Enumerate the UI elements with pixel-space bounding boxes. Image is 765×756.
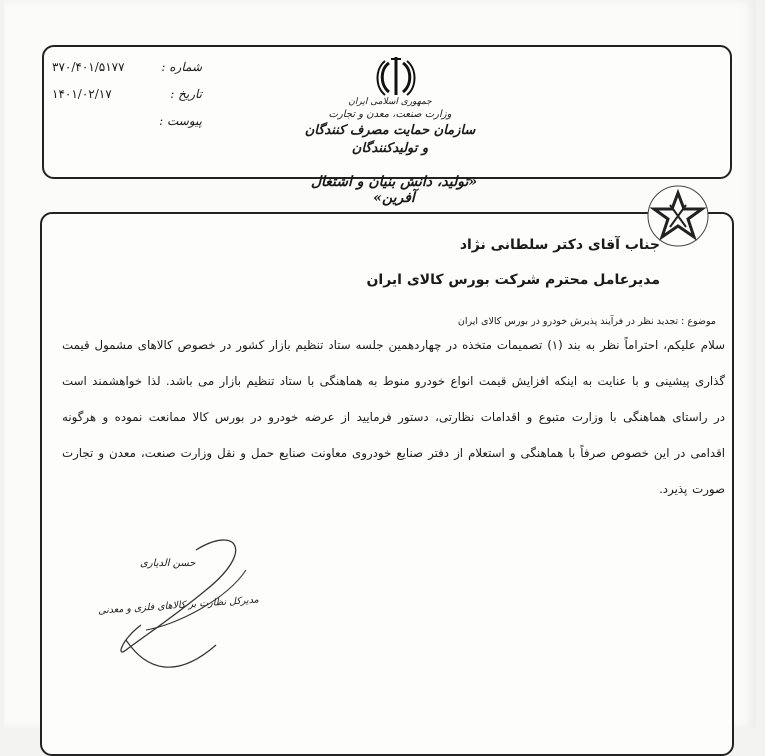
letter-page [4, 0, 756, 728]
organization-name [304, 96, 476, 158]
number-label: شماره : [161, 60, 202, 74]
number-row [52, 56, 202, 78]
slogan: «تولید، دانش بنیان و اشتغال آفرین» [310, 174, 478, 206]
number-value: ۳۷۰/۴۰۱/۵۱۷۷ [52, 60, 125, 74]
iran-emblem-icon [375, 55, 417, 99]
recipient-name: جناب آقای دکتر سلطانی نژاد [459, 237, 660, 253]
date-row [52, 83, 202, 105]
letter-meta [52, 56, 202, 137]
subject-line: موضوع : تجدید نظر در فرآیند پذیرش خودرو در بورس کالای ایران [457, 316, 716, 327]
org-ministry: وزارت صنعت، معدن و تجارت [328, 109, 452, 120]
attachment-label: پیوست : [159, 114, 202, 128]
date-label: تاریخ : [170, 87, 202, 101]
attachment-row [52, 110, 202, 132]
signatory-title: مدیرکل نظارت بر کالاهای فلزی و معدنی [97, 594, 260, 617]
signatory-name: حسن الدیاری [140, 558, 196, 569]
org-agency: سازمان حمایت مصرف کنندگان و تولیدکنندگان [304, 123, 476, 156]
recipient-title: مدیرعامل محترم شرکت بورس کالای ایران [366, 272, 660, 288]
date-value: ۱۴۰۱/۰۲/۱۷ [52, 87, 112, 101]
org-country: جمهوری اسلامی ایران [348, 97, 432, 107]
letter-body: سلام علیکم، احتراماً نظر به بند (۱) تصمیمات متخذه در چهاردهمین جلسه ستاد تنظیم بازار کشور در خصوص کالاهای مشمول قیمت گذاری پیشینی و با عنایت به اینکه افزایش قیمت انواع خودرو منوط به هماهنگی با ستاد تنظیم بازار می باشد. لذا خواهشمند است در راستای هماهنگی با وزارت متبوع و اقدامات نظارتی، دستور فرمایید از عرضه خودرو در بورس کالا ممانعت نموده و هرگونه اقدامی در این خصوص صرفاً با هماهنگی و استعلام از دفتر صنایع خودروی معاونت صنایع حمل و نقل وزارت صنعت، معدن و تجارت صورت پذیرد. [62, 338, 725, 496]
